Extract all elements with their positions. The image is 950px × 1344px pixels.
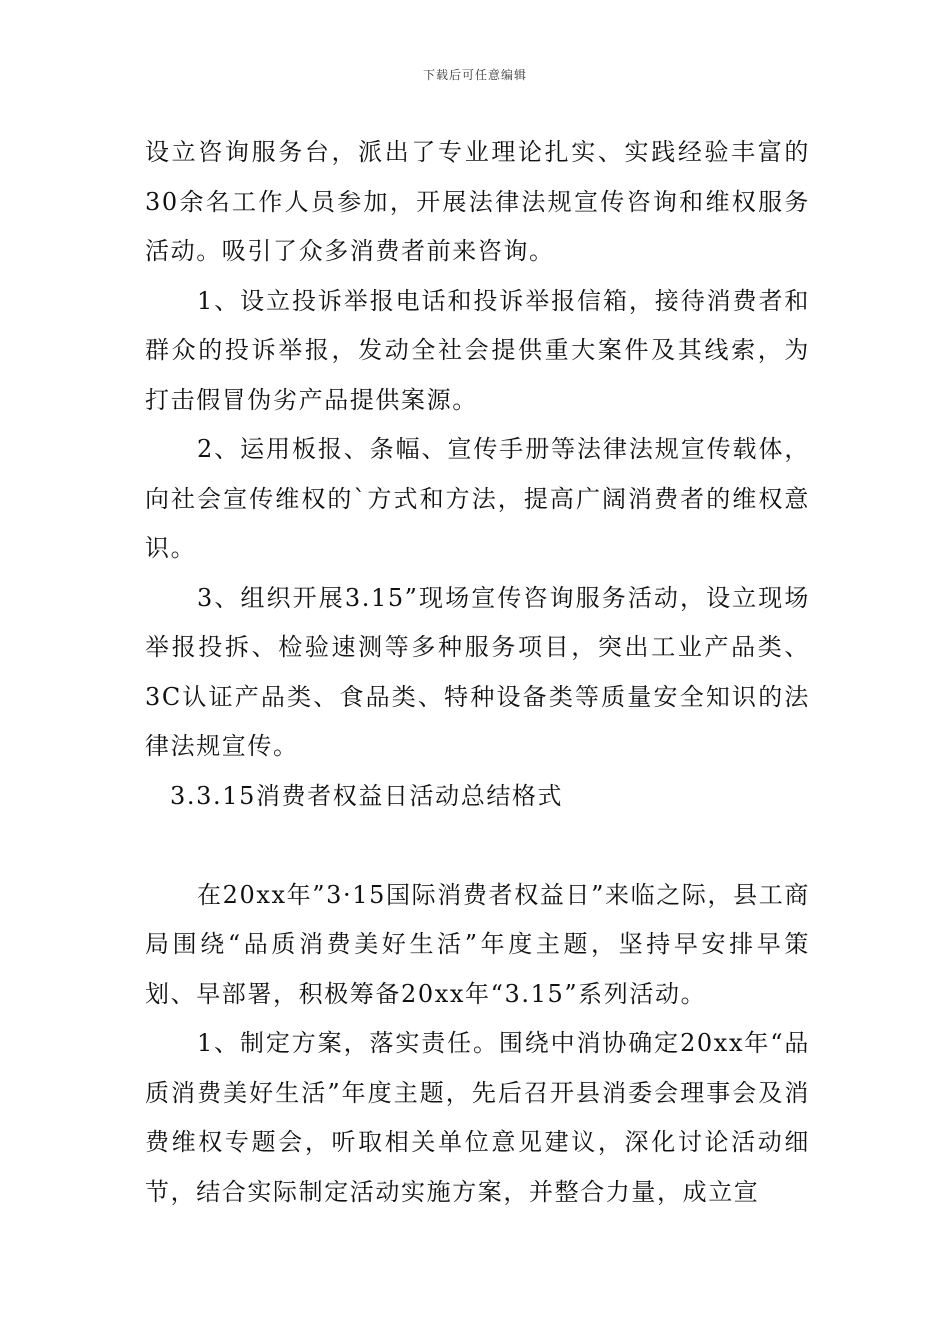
paragraph-consult-desk: 设立咨询服务台，派出了专业理论扎实、实践经验丰富的30余名工作人员参加，开展法律法规宣传咨询和维权服务活动。吸引了众多消费者前来咨询。	[145, 138, 810, 265]
section-heading: 3.3.15消费者权益日活动总结格式	[170, 781, 564, 810]
paragraph-item-2-publicity: 2、运用板报、条幅、宣传手册等法律法规宣传载体，向社会宣传维权的`方式和方法，提高广阔消费者的维权意识。	[145, 435, 810, 562]
page-header-note: 下载后可任意编辑	[422, 68, 527, 82]
paragraph-intro-315: 在20xx年”3·15国际消费者权益日”来临之际，县工商局围绕“品质消费美好生活”年度主题，坚持早安排早策划、早部署，积极筹备20xx年“3.15”系列活动。	[145, 880, 810, 1008]
blank-line	[145, 821, 810, 871]
paragraph-item-1-plan: 1、制定方案，落实责任。围绕中消协确定20xx年“品质消费美好生活”年度主题，先后召开县消委会理事会及消费维权专题会，听取相关单位意见建议，深化讨论活动细节，结合实际制定活动实施方案，并整合力量，成立宣	[145, 1029, 810, 1206]
paragraph-item-1-complaint-hotline: 1、设立投诉举报电话和投诉举报信箱，接待消费者和群众的投诉举报，发动全社会提供重大案件及其线索，为打击假冒伪劣产品提供案源。	[145, 286, 810, 414]
paragraph-item-3-onsite-activity: 3、组织开展3.15”现场宣传咨询服务活动，设立现场举报投拆、检验速测等多种服务项目，突出工业产品类、3C认证产品类、食品类、特种设备类等质量安全知识的法律法规宣传。	[145, 583, 810, 760]
document-body	[145, 128, 810, 1217]
